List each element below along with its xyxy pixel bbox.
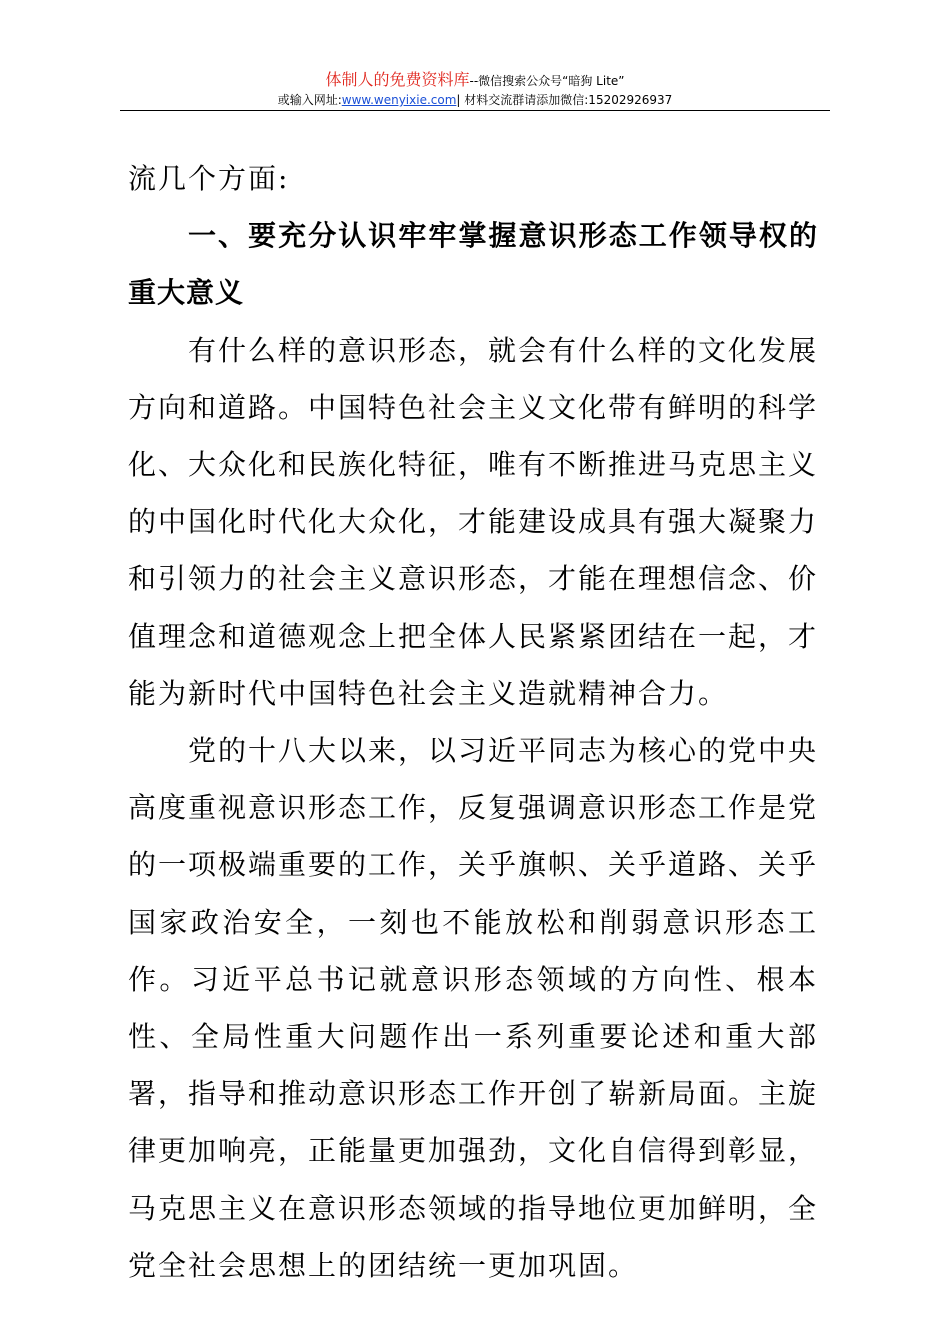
- header-contact-line: [120, 92, 830, 109]
- body-paragraph: 党的十八大以来，以习近平同志为核心的党中央高度重视意识形态工作，反复强调意识形态工作是党的一项极端重要的工作，关乎旗帜、关乎道路、关乎国家政治安全，一刻也不能放松和削弱意识形态工作。习近平总书记就意识形态领域的方向性、根本性、全局性重大问题作出一系列重要论述和重大部署，指导和推动意识形态工作开创了崭新局面。主旋律更加响亮，正能量更加强劲，文化自信得到彰显，马克思主义在意识形态领域的指导地位更加鲜明，全党全社会思想上的团结统一更加巩固。: [128, 734, 819, 1282]
- header-divider: [120, 110, 830, 111]
- header-note: --微信搜索公众号“暗狗 Lite”: [469, 74, 625, 88]
- header-brand: 体制人的免费资料库: [325, 70, 470, 89]
- header-title-line: [120, 70, 830, 91]
- section-heading: 一、要充分认识牢牢掌握意识形态工作领导权的重大意义: [128, 219, 818, 310]
- page-header: [120, 70, 830, 109]
- header-url-prefix: 或输入网址:: [277, 93, 342, 107]
- header-website-link[interactable]: www.wenyixie.com: [341, 93, 457, 107]
- intro-line: 流几个方面:: [128, 162, 290, 195]
- header-contact: | 材料交流群请添加微信:15202926937: [456, 93, 673, 107]
- body-paragraph: 有什么样的意识形态，就会有什么样的文化发展方向和道路。中国特色社会主义文化带有鲜明的科学化、大众化和民族化特征，唯有不断推进马克思主义的中国化时代化大众化，才能建设成具有强大凝聚力和引领力的社会主义意识形态，才能在理想信念、价值理念和道德观念上把全体人民紧紧团结在一起，才能为新时代中国特色社会主义造就精神合力。: [128, 333, 819, 710]
- document-body: [128, 150, 818, 1294]
